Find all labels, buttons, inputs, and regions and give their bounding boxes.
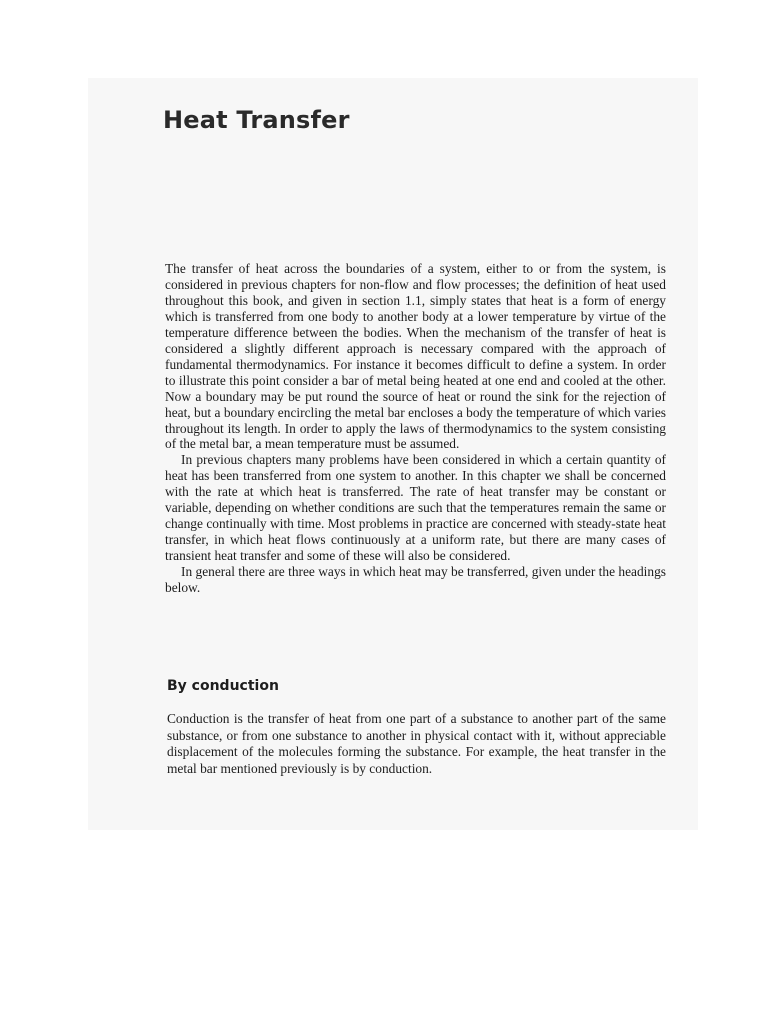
section-heading: By conduction xyxy=(167,678,279,694)
page-title: Heat Transfer xyxy=(163,106,350,134)
paragraph: Conduction is the transfer of heat from one part of a substance to another part of the same substance, or from one substance to another in physical contact with it, without appreciable displacement of the molecules forming the substance. For example, the heat transfer in the metal bar mentioned previously is by conduction. xyxy=(167,711,666,776)
intro-text xyxy=(165,261,666,596)
paragraph: In general there are three ways in which heat may be transferred, given under the headings below. xyxy=(165,564,666,596)
section-body xyxy=(167,711,666,777)
paragraph: In previous chapters many problems have been considered in which a certain quantity of heat has been transferred from one system to another. In this chapter we shall be concerned with the rate at which heat is transferred. The rate of heat transfer may be constant or variable, depending on whether conditions are such that the temperatures remain the same or change continually with time. Most problems in practice are concerned with steady-state heat transfer, in which heat flows continuously at a uniform rate, but there are many cases of transient heat transfer and some of these will also be considered. xyxy=(165,452,666,564)
paragraph: The transfer of heat across the boundaries of a system, either to or from the system, is considered in previous chapters for non-flow and flow processes; the definition of heat used throughout this book, and given in section 1.1, simply states that heat is a form of energy which is transferred from one body to another body at a lower temperature by virtue of the temperature difference between the bodies. When the mechanism of the transfer of heat is considered a slightly different approach is necessary compared with the approach of fundamental thermodynamics. For instance it becomes difficult to define a system. In order to illustrate this point consider a bar of metal being heated at one end and cooled at the other. Now a boundary may be put round the source of heat or round the sink for the rejection of heat, but a boundary encircling the metal bar encloses a body the temperature of which varies throughout its length. In order to apply the laws of thermodynamics to the system consisting of the metal bar, a mean temperature must be assumed. xyxy=(165,261,666,452)
